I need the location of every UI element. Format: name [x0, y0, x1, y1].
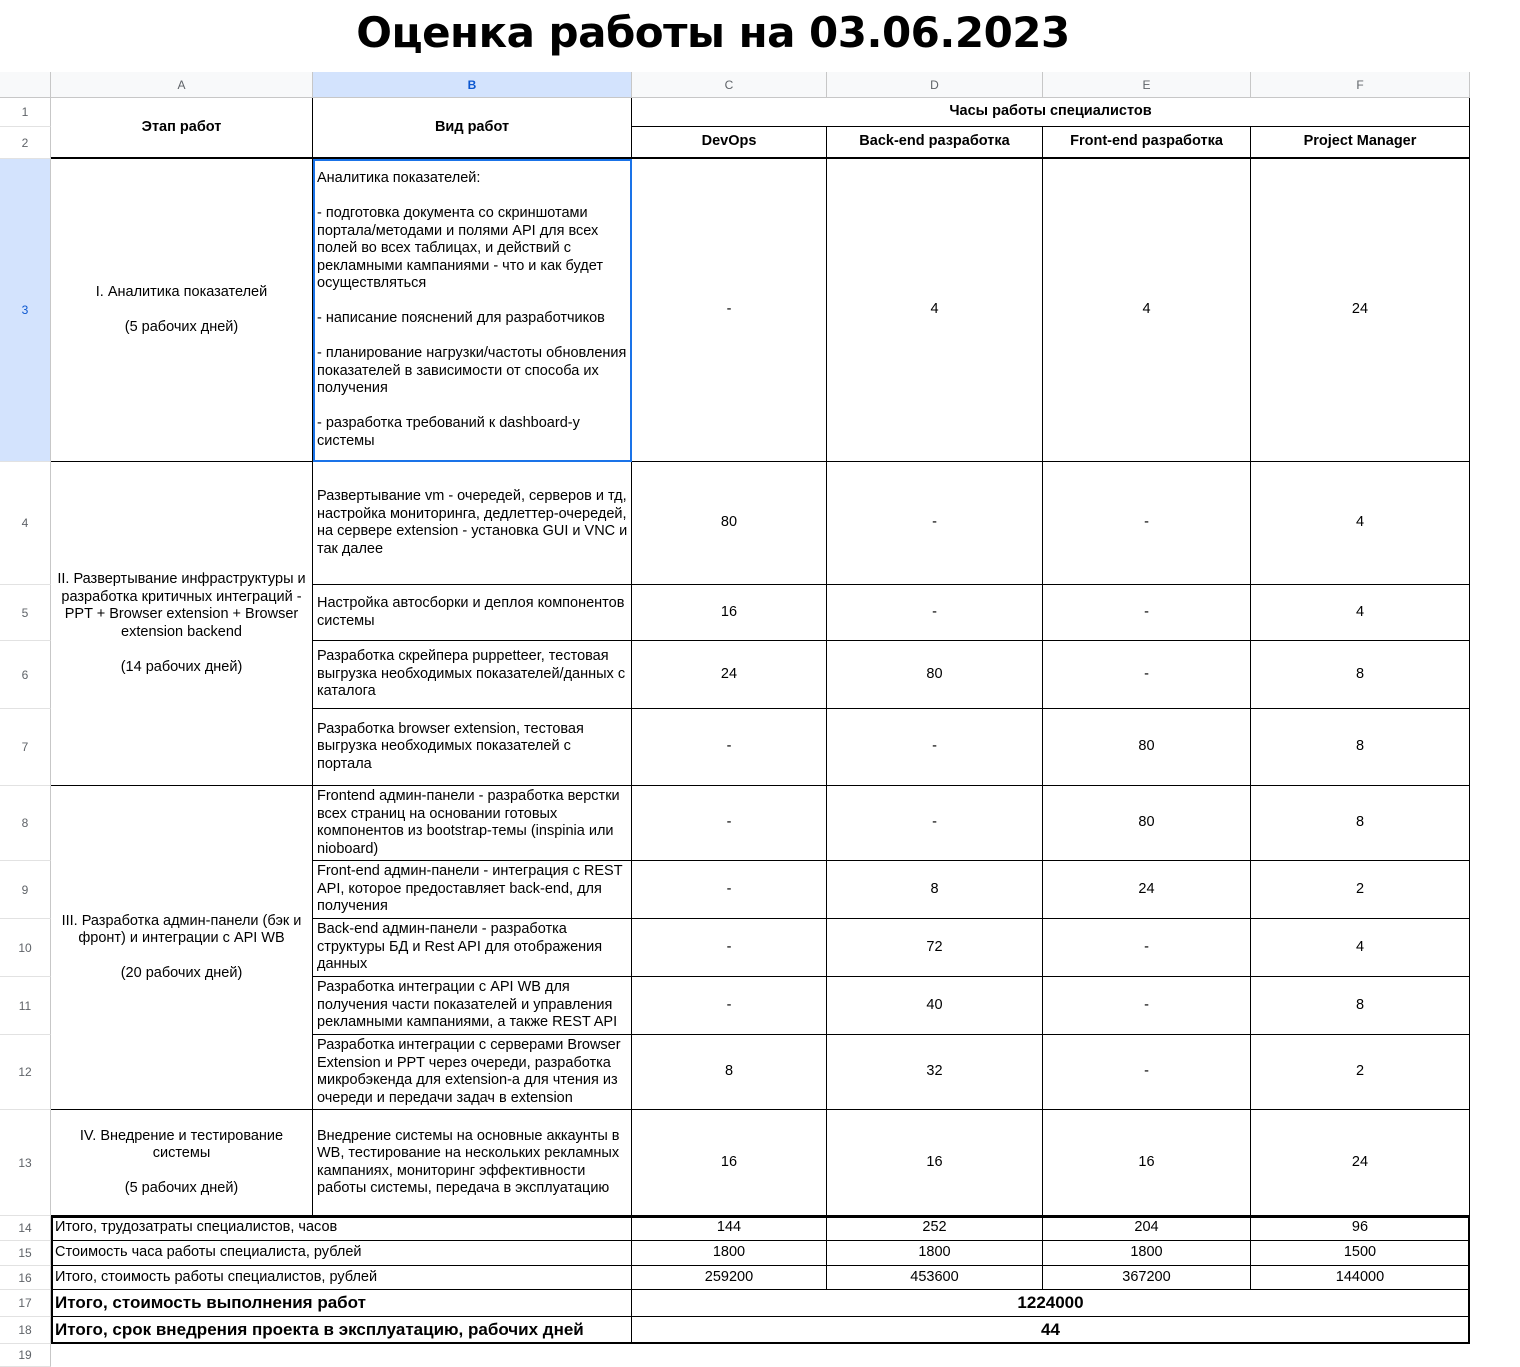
column-header-a[interactable]: A	[51, 72, 313, 98]
hours-backend-cell[interactable]: 8	[827, 861, 1043, 919]
total-backend-cell[interactable]: 453600	[827, 1266, 1043, 1290]
hours-pm-cell[interactable]: 24	[1251, 159, 1470, 462]
total-pm-cell[interactable]: 144000	[1251, 1266, 1470, 1290]
hours-pm-cell[interactable]: 24	[1251, 1110, 1470, 1216]
grand-term-value[interactable]: 44	[632, 1317, 1470, 1344]
hours-backend-cell[interactable]: 32	[827, 1035, 1043, 1110]
hours-frontend-cell[interactable]: -	[1043, 641, 1251, 709]
header-work-type: Вид работ	[313, 98, 632, 159]
row-header-15[interactable]: 15	[0, 1241, 51, 1266]
hours-frontend-cell[interactable]: -	[1043, 585, 1251, 641]
header-role-1: Back-end разработка	[827, 127, 1043, 159]
hours-devops-cell[interactable]: 16	[632, 1110, 827, 1216]
hours-frontend-cell[interactable]: 80	[1043, 709, 1251, 786]
hours-frontend-cell[interactable]: 24	[1043, 861, 1251, 919]
column-header-c[interactable]: C	[632, 72, 827, 98]
hours-backend-cell[interactable]: 4	[827, 159, 1043, 462]
hours-pm-cell[interactable]: 8	[1251, 786, 1470, 861]
hours-devops-cell[interactable]: -	[632, 786, 827, 861]
work-description-cell[interactable]: Frontend админ-панели - разработка верстки всех страниц на основании готовых компонентов из bootstrap-темы (inspinia или nioboard)	[313, 786, 632, 861]
hours-backend-cell[interactable]: 16	[827, 1110, 1043, 1216]
grand-cost-value[interactable]: 1224000	[632, 1290, 1470, 1317]
hours-devops-cell[interactable]: 24	[632, 641, 827, 709]
row-header-1[interactable]: 1	[0, 98, 51, 127]
row-header-11[interactable]: 11	[0, 977, 51, 1035]
hours-devops-cell[interactable]: -	[632, 159, 827, 462]
row-header-13[interactable]: 13	[0, 1110, 51, 1216]
hours-backend-cell[interactable]: 80	[827, 641, 1043, 709]
stage-cell-s1[interactable]: I. Аналитика показателей (5 рабочих дней)	[51, 159, 313, 462]
hours-backend-cell[interactable]: -	[827, 709, 1043, 786]
total-backend-cell[interactable]: 252	[827, 1216, 1043, 1241]
hours-frontend-cell[interactable]: 4	[1043, 159, 1251, 462]
hours-pm-cell[interactable]: 8	[1251, 641, 1470, 709]
total-frontend-cell[interactable]: 1800	[1043, 1241, 1251, 1266]
header-role-2: Front-end разработка	[1043, 127, 1251, 159]
hours-pm-cell[interactable]: 8	[1251, 709, 1470, 786]
row-header-3[interactable]: 3	[0, 159, 51, 462]
hours-devops-cell[interactable]: -	[632, 709, 827, 786]
stage-cell-s3[interactable]: III. Разработка админ-панели (бэк и фронт) и интеграции с API WB (20 рабочих дней)	[51, 786, 313, 1110]
row-header-16[interactable]: 16	[0, 1266, 51, 1290]
stage-cell-s2[interactable]: II. Развертывание инфраструктуры и разработка критичных интеграций - PPT + Browser extension + Browser extension backend (14 рабочих дней)	[51, 462, 313, 786]
hours-frontend-cell[interactable]: 80	[1043, 786, 1251, 861]
work-description-cell[interactable]: Внедрение системы на основные аккаунты в WB, тестирование на нескольких рекламных кампаниях, мониторинг эффективности работы системы, передача в эксплуатацию	[313, 1110, 632, 1216]
header-role-0: DevOps	[632, 127, 827, 159]
select-all-corner[interactable]	[0, 72, 51, 98]
work-description-cell[interactable]: Настройка автосборки и деплоя компонентов системы	[313, 585, 632, 641]
hours-devops-cell[interactable]: -	[632, 919, 827, 977]
hours-pm-cell[interactable]: 4	[1251, 585, 1470, 641]
hours-frontend-cell[interactable]: -	[1043, 462, 1251, 585]
hours-pm-cell[interactable]: 2	[1251, 1035, 1470, 1110]
row-header-18[interactable]: 18	[0, 1317, 51, 1344]
hours-devops-cell[interactable]: 8	[632, 1035, 827, 1110]
row-header-5[interactable]: 5	[0, 585, 51, 641]
row-header-7[interactable]: 7	[0, 709, 51, 786]
row-header-2[interactable]: 2	[0, 127, 51, 159]
work-description-cell[interactable]: Развертывание vm - очередей, серверов и тд, настройка мониторинга, дедлеттер-очередей, на сервере extension - установка GUI и VNC и так далее	[313, 462, 632, 585]
total-backend-cell[interactable]: 1800	[827, 1241, 1043, 1266]
hours-backend-cell[interactable]: 72	[827, 919, 1043, 977]
work-description-cell[interactable]: Back-end админ-панели - разработка структуры БД и Rest API для отображения данных	[313, 919, 632, 977]
hours-pm-cell[interactable]: 4	[1251, 462, 1470, 585]
row-header-10[interactable]: 10	[0, 919, 51, 977]
hours-backend-cell[interactable]: -	[827, 462, 1043, 585]
column-header-b[interactable]: B	[313, 72, 632, 98]
total-devops-cell[interactable]: 1800	[632, 1241, 827, 1266]
row-header-17[interactable]: 17	[0, 1290, 51, 1317]
hours-backend-cell[interactable]: 40	[827, 977, 1043, 1035]
column-header-e[interactable]: E	[1043, 72, 1251, 98]
header-hours-group: Часы работы специалистов	[632, 98, 1470, 127]
total-label-cell[interactable]: Итого, стоимость работы специалистов, рублей	[51, 1266, 632, 1290]
total-frontend-cell[interactable]: 204	[1043, 1216, 1251, 1241]
stage-cell-s4[interactable]: IV. Внедрение и тестирование системы (5 рабочих дней)	[51, 1110, 313, 1216]
work-description-cell[interactable]: Разработка интеграции с API WB для получения части показателей и управления рекламными кампаниями, а также REST API	[313, 977, 632, 1035]
work-description-cell[interactable]: Разработка скрейпера puppetteer, тестовая выгрузка необходимых показателей/данных с каталога	[313, 641, 632, 709]
column-header-f[interactable]: F	[1251, 72, 1470, 98]
row-header-9[interactable]: 9	[0, 861, 51, 919]
row-header-12[interactable]: 12	[0, 1035, 51, 1110]
hours-pm-cell[interactable]: 4	[1251, 919, 1470, 977]
row-header-4[interactable]: 4	[0, 462, 51, 585]
hours-frontend-cell[interactable]: -	[1043, 919, 1251, 977]
page-title: Оценка работы на 03.06.2023	[356, 8, 1070, 57]
total-label-cell[interactable]: Итого, трудозатраты специалистов, часов	[51, 1216, 632, 1241]
row-header-8[interactable]: 8	[0, 786, 51, 861]
hours-pm-cell[interactable]: 2	[1251, 861, 1470, 919]
work-description-cell[interactable]: Аналитика показателей: - подготовка документа со скриншотами портала/методами и полями API для всех полей во всех таблицах, и действий с рекламными кампаниями - что и как будет осуществляться - написание пояснений для разработчиков - планирование нагрузки/частоты обновления показателей в зависимости от способа их получения - разработка требований к dashboard-у системы	[313, 159, 632, 462]
hours-frontend-cell[interactable]: -	[1043, 977, 1251, 1035]
hours-backend-cell[interactable]: -	[827, 786, 1043, 861]
work-description-cell[interactable]: Разработка интеграции с серверами Browser Extension и PPT через очереди, разработка микробэкенда для extension-а для чтения из очереди и передачи задач в extension	[313, 1035, 632, 1110]
header-stage: Этап работ	[51, 98, 313, 159]
grand-term-label[interactable]: Итого, срок внедрения проекта в эксплуатацию, рабочих дней	[51, 1317, 632, 1344]
work-description-cell[interactable]: Front-end админ-панели - интеграция с REST API, которое предоставляет back-end, для получения	[313, 861, 632, 919]
total-label-cell[interactable]: Стоимость часа работы специалиста, рублей	[51, 1241, 632, 1266]
hours-backend-cell[interactable]: -	[827, 585, 1043, 641]
total-devops-cell[interactable]: 144	[632, 1216, 827, 1241]
row-header-19[interactable]: 19	[0, 1344, 51, 1367]
total-frontend-cell[interactable]: 367200	[1043, 1266, 1251, 1290]
hours-frontend-cell[interactable]: 16	[1043, 1110, 1251, 1216]
hours-frontend-cell[interactable]: -	[1043, 1035, 1251, 1110]
row-header-14[interactable]: 14	[0, 1216, 51, 1241]
grand-cost-label[interactable]: Итого, стоимость выполнения работ	[51, 1290, 632, 1317]
header-role-3: Project Manager	[1251, 127, 1470, 159]
row-header-6[interactable]: 6	[0, 641, 51, 709]
hours-devops-cell[interactable]: 80	[632, 462, 827, 585]
total-pm-cell[interactable]: 1500	[1251, 1241, 1470, 1266]
column-header-d[interactable]: D	[827, 72, 1043, 98]
hours-devops-cell[interactable]: -	[632, 977, 827, 1035]
hours-devops-cell[interactable]: -	[632, 861, 827, 919]
hours-pm-cell[interactable]: 8	[1251, 977, 1470, 1035]
total-pm-cell[interactable]: 96	[1251, 1216, 1470, 1241]
total-devops-cell[interactable]: 259200	[632, 1266, 827, 1290]
work-description-cell[interactable]: Разработка browser extension, тестовая выгрузка необходимых показателей с портала	[313, 709, 632, 786]
hours-devops-cell[interactable]: 16	[632, 585, 827, 641]
